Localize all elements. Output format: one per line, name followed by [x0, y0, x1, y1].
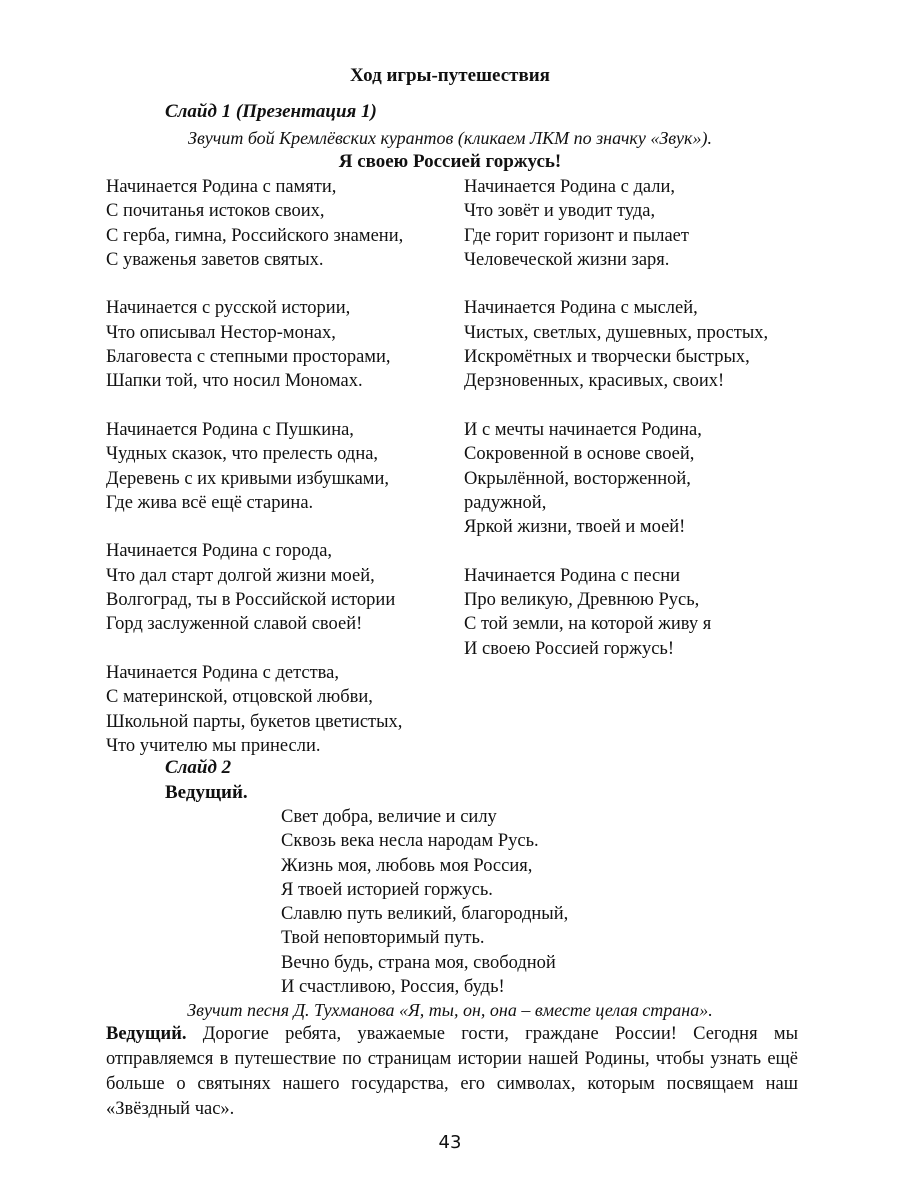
- poem-line: Где горит горизонт и пылает: [464, 225, 689, 246]
- poem-line: Жизнь моя, любовь моя Россия,: [281, 855, 533, 876]
- poem-line: С почитанья истоков своих,: [106, 201, 325, 222]
- poem-line: И с мечты начинается Родина,: [464, 419, 702, 440]
- poem-stanza: [464, 296, 804, 393]
- poem-line: С той земли, на которой живу я: [464, 614, 712, 635]
- poem-line: Я твоей историей горжусь.: [281, 879, 493, 900]
- poem-right-column: [464, 175, 804, 685]
- song-note: Звучит песня Д. Тухманова «Я, ты, он, она – вместе целая страна».: [187, 1000, 713, 1020]
- poem-line: Шапки той, что носил Мономах.: [106, 371, 363, 392]
- poem-line: Человеческой жизни заря.: [464, 249, 670, 270]
- poem-stanza: [106, 539, 456, 636]
- poem-line: Дерзновенных, красивых, своих!: [464, 371, 725, 392]
- poem-stanza: [464, 175, 804, 272]
- poem-line: Что дал старт долгой жизни моей,: [106, 565, 375, 586]
- poem-line: Где жива всё ещё старина.: [106, 492, 314, 513]
- page-number: 43: [438, 1132, 462, 1153]
- poem-stanza: [106, 296, 456, 393]
- poem-line: Свет добра, величие и силу: [281, 807, 497, 827]
- poem-line: Начинается Родина с памяти,: [106, 177, 337, 197]
- poem-line: Что зовёт и уводит туда,: [464, 201, 656, 222]
- poem-stanza: [464, 418, 804, 539]
- poem-stanza: [106, 418, 456, 515]
- poem-line: И счастливою, Россия, будь!: [281, 977, 505, 998]
- poem-line: Яркой жизни, твоей и моей!: [464, 517, 686, 538]
- poem-stanza: [464, 564, 804, 661]
- poem-line: Славлю путь великий, благородный,: [281, 904, 569, 925]
- poem-line: Сокровенной в основе своей,: [464, 444, 695, 465]
- poem-line: Начинается Родина с города,: [106, 541, 333, 562]
- poem-line: Чистых, светлых, душевных, простых,: [464, 322, 769, 343]
- poem-stanza: [106, 175, 456, 272]
- poem-line: Начинается Родина с мыслей,: [464, 298, 698, 319]
- poem-line: С герба, гимна, Российского знамени,: [106, 225, 404, 246]
- poem-line: Что описывал Нестор-монах,: [106, 322, 336, 343]
- paragraph-text: Дорогие ребята, уважаемые гости, граждане России! Сегодня мы отправляемся в путешествие по страницам истории нашей Родины, чтобы узнать ещё больше о святынях нашего государства, его символах, которым посвящаем наш «Звёздный час».: [106, 1024, 798, 1119]
- poem-line: Волгоград, ты в Российской истории: [106, 590, 396, 611]
- slide1-label: Слайд 1 (Презентация 1): [165, 101, 377, 122]
- slide2-label: Слайд 2: [165, 757, 232, 778]
- poem-line: Начинается с русской истории,: [106, 298, 351, 319]
- page-title: Ход игры-путешествия: [350, 65, 550, 86]
- poem-line: Начинается Родина с Пушкина,: [106, 419, 354, 440]
- poem-line: Твой неповторимый путь.: [281, 928, 485, 949]
- poem-line: Искромётных и творчески быстрых,: [464, 347, 750, 368]
- poem-line: С уваженья заветов святых.: [106, 249, 324, 270]
- slide2-poem: [281, 805, 781, 999]
- poem-line: Начинается Родина с песни: [464, 565, 681, 586]
- poem-line: И своею Россией горжусь!: [464, 638, 675, 659]
- poem-line: Благовеста с степными просторами,: [106, 347, 391, 368]
- poem-line: Деревень с их кривыми избушками,: [106, 468, 390, 489]
- poem-line: Школьной парты, букетов цветистых,: [106, 711, 403, 732]
- poem-line: радужной,: [464, 492, 547, 513]
- poem-line: Что учителю мы принесли.: [106, 735, 321, 756]
- leader-paragraph: [106, 1022, 798, 1122]
- poem-line: Вечно будь, страна моя, свободной: [281, 952, 556, 973]
- sound-note: Звучит бой Кремлёвских курантов (кликаем ЛКМ по значку «Звук»).: [188, 128, 712, 148]
- poem-line: Про великую, Древнюю Русь,: [464, 590, 700, 611]
- poem-line: Сквозь века несла народам Русь.: [281, 831, 539, 852]
- poem-left-column: [106, 175, 456, 782]
- leader-label: Ведущий.: [165, 782, 248, 803]
- poem-stanza: [106, 661, 456, 758]
- poem-line: Чудных сказок, что прелесть одна,: [106, 444, 379, 465]
- poem-line: Окрылённой, восторженной,: [464, 468, 691, 489]
- poem-line: Горд заслуженной славой своей!: [106, 614, 363, 635]
- poem-line: Начинается Родина с детства,: [106, 662, 340, 683]
- poem-line: Начинается Родина с дали,: [464, 177, 675, 197]
- paragraph-lead: Ведущий.: [106, 1024, 187, 1044]
- poem-title: Я своею Россией горжусь!: [338, 151, 562, 172]
- poem-line: С материнской, отцовской любви,: [106, 687, 373, 708]
